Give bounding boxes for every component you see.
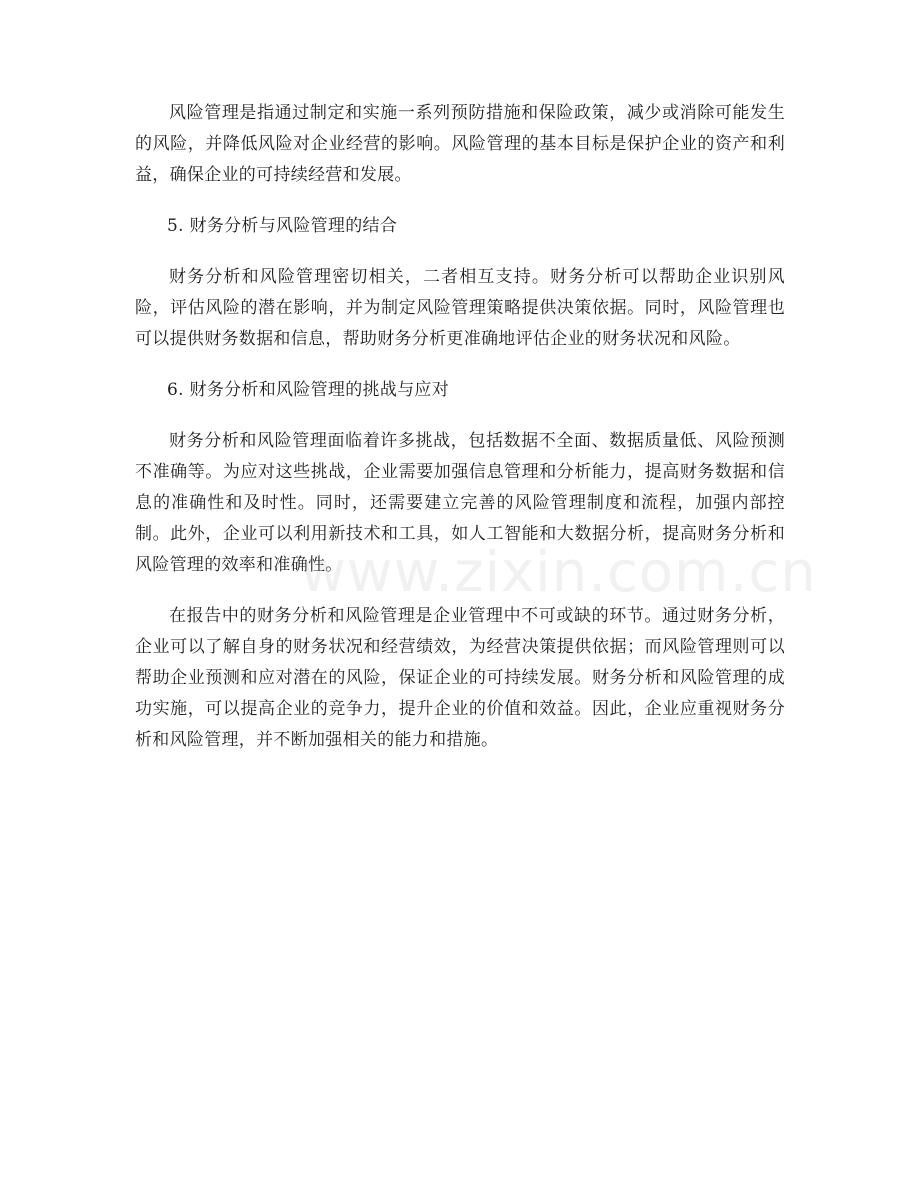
section-6-heading: 6. 财务分析和风险管理的挑战与应对 xyxy=(167,380,450,400)
risk-management-paragraph: 风险管理是指通过制定和实施一系列预防措施和保险政策，减少或消除可能发生的风险，并降低风险对企业经营的影响。风险管理的基本目标是保护企业的资产和利益，确保企业的可持续经营和发展。 xyxy=(135,103,785,185)
section-5-heading: 5. 财务分析与风险管理的结合 xyxy=(167,216,398,236)
section-5-paragraph: 财务分析和风险管理密切相关，二者相互支持。财务分析可以帮助企业识别风险，评估风险的潜在影响，并为制定风险管理策略提供决策依据。同时，风险管理也可以提供财务数据和信息，帮助财务分析更准确地评估企业的财务状况和风险。 xyxy=(135,267,785,349)
watermark: www.zixin.com.cn xyxy=(300,540,817,605)
document-body xyxy=(135,98,785,756)
conclusion-paragraph: 在报告中的财务分析和风险管理是企业管理中不可或缺的环节。通过财务分析，企业可以了解自身的财务状况和经营绩效，为经营决策提供依据；而风险管理则可以帮助企业预测和应对潜在的风险，保证企业的可持续发展。财务分析和风险管理的成功实施，可以提高企业的竞争力，提升企业的价值和效益。因此，企业应重视财务分析和风险管理，并不断加强相关的能力和措施。 xyxy=(135,606,785,750)
section-6-paragraph: 财务分析和风险管理面临着许多挑战，包括数据不全面、数据质量低、风险预测不准确等。为应对这些挑战，企业需要加强信息管理和分析能力，提高财务数据和信息的准确性和及时性。同时，还需要建立完善的风险管理制度和流程，加强内部控制。此外，企业可以利用新技术和工具，如人工智能和大数据分析，提高财务分析和风险管理的效率和准确性。 xyxy=(135,431,785,575)
